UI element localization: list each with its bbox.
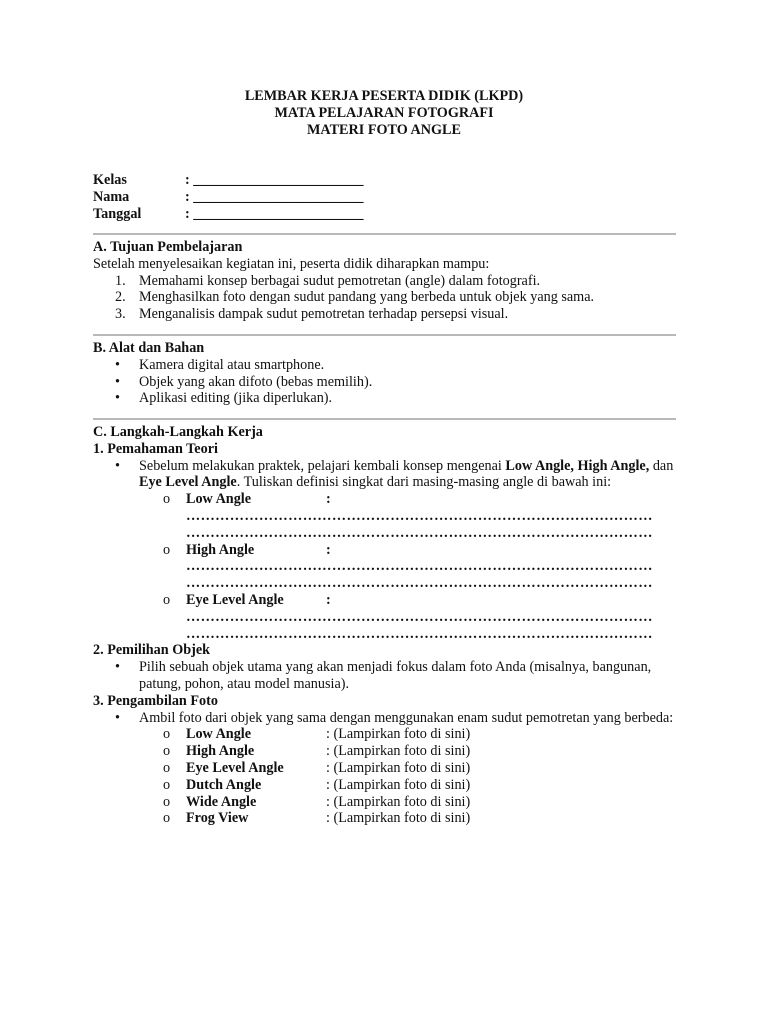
list-text: Menghasilkan foto dengan sudut pandang yang berbeda untuk objek yang sama.	[139, 289, 595, 306]
section-c-heading: C. Langkah-Langkah Kerja	[93, 424, 263, 440]
identity-blank-field[interactable]: : ________________________	[185, 172, 364, 188]
angle-definition-item	[93, 592, 676, 609]
bullet-icon: •	[115, 356, 120, 373]
list-item	[93, 659, 676, 693]
list-item	[93, 273, 676, 290]
photo-placeholder-text: : (Lampirkan foto di sini)	[326, 759, 471, 776]
sub-bullet-icon: o	[163, 793, 171, 810]
step-3-heading: 3. Pengambilan Foto	[93, 692, 218, 709]
angle-label: Frog View	[186, 810, 249, 827]
angle-label: High Angle	[186, 541, 255, 558]
angle-label: Eye Level Angle	[186, 759, 284, 776]
answer-dotted-line[interactable]: ……………………………………………………………………………………	[186, 608, 653, 625]
sub-bullet-icon: o	[163, 810, 171, 827]
angle-label: Low Angle	[186, 491, 252, 508]
step-3-instruction: Ambil foto dari objek yang sama dengan menggunakan enam sudut pemotretan yang berbeda:	[139, 709, 674, 726]
answer-dotted-line[interactable]: ……………………………………………………………………………………	[186, 507, 653, 524]
instruction-text: dan	[649, 457, 674, 474]
sub-bullet-icon: o	[163, 726, 171, 743]
title-line-1: LEMBAR KERJA PESERTA DIDIK (LKPD)	[244, 88, 524, 104]
angle-colon: :	[326, 491, 331, 508]
instruction-bold-text: Eye Level Angle	[139, 474, 237, 491]
document-title	[0, 88, 768, 138]
bullet-icon: •	[115, 709, 120, 726]
angle-definition-item	[93, 542, 676, 559]
list-item	[93, 374, 676, 391]
answer-dotted-line[interactable]: ……………………………………………………………………………………	[186, 575, 653, 592]
instruction-bold-text: Low Angle, High Angle,	[505, 457, 650, 474]
section-a	[93, 239, 676, 323]
angle-label: High Angle	[186, 743, 255, 760]
section-b	[93, 340, 676, 407]
photo-angle-item	[93, 743, 676, 760]
angle-colon: :	[326, 541, 331, 558]
title-line-3: MATERI FOTO ANGLE	[307, 121, 461, 138]
bullet-icon: •	[115, 659, 120, 676]
list-number: 2.	[115, 289, 126, 306]
list-text: Menganalisis dampak sudut pemotretan terhadap persepsi visual.	[139, 306, 509, 323]
identity-row-nama	[93, 189, 364, 206]
step-1-instruction	[139, 458, 676, 492]
photo-placeholder-text: : (Lampirkan foto di sini)	[326, 726, 471, 743]
answer-dotted-line[interactable]: ……………………………………………………………………………………	[186, 625, 653, 642]
sub-bullet-icon: o	[163, 776, 171, 793]
step-2-heading: 2. Pemilihan Objek	[93, 642, 211, 659]
sub-bullet-icon: o	[163, 759, 171, 776]
section-b-heading: B. Alat dan Bahan	[93, 340, 205, 356]
section-divider	[93, 233, 676, 235]
photo-placeholder-text: : (Lampirkan foto di sini)	[326, 810, 471, 827]
bullet-icon: •	[115, 373, 120, 390]
list-text: Aplikasi editing (jika diperlukan).	[139, 390, 333, 407]
angle-label: Low Angle	[186, 726, 252, 743]
identity-row-kelas	[93, 172, 364, 189]
list-item	[93, 289, 676, 306]
angle-label: Wide Angle	[186, 793, 257, 810]
answer-dotted-line[interactable]: ……………………………………………………………………………………	[186, 558, 653, 575]
identity-fields	[93, 172, 364, 222]
angle-definition-item	[93, 491, 676, 508]
title-line-2: MATA PELAJARAN FOTOGRAFI	[274, 104, 494, 121]
list-text: Memahami konsep berbagai sudut pemotretan (angle) dalam fotografi.	[139, 272, 541, 289]
list-item	[93, 306, 676, 323]
photo-angle-item	[93, 777, 676, 794]
section-divider	[93, 334, 676, 336]
identity-row-tanggal	[93, 206, 364, 223]
identity-label: Tanggal	[93, 205, 142, 222]
list-item	[93, 357, 676, 374]
photo-placeholder-text: : (Lampirkan foto di sini)	[326, 743, 471, 760]
section-divider	[93, 418, 676, 420]
section-c	[93, 424, 676, 827]
identity-label: Nama	[93, 188, 130, 205]
list-text: Objek yang akan difoto (bebas memilih).	[139, 373, 373, 390]
photo-placeholder-text: : (Lampirkan foto di sini)	[326, 793, 471, 810]
photo-angle-item	[93, 726, 676, 743]
photo-angle-item	[93, 760, 676, 777]
list-item	[93, 710, 676, 727]
photo-angle-item	[93, 810, 676, 827]
instruction-text: Sebelum melakukan praktek, pelajari kembali konsep mengenai	[139, 457, 506, 474]
list-item	[93, 390, 676, 407]
angle-label: Eye Level Angle	[186, 591, 284, 608]
sub-bullet-icon: o	[163, 743, 171, 760]
instruction-text: . Tuliskan definisi singkat dari masing-masing angle di bawah ini:	[236, 474, 612, 491]
section-a-intro: Setelah menyelesaikan kegiatan ini, peserta didik diharapkan mampu:	[93, 255, 490, 272]
list-text: Kamera digital atau smartphone.	[139, 356, 325, 373]
answer-dotted-line[interactable]: ……………………………………………………………………………………	[186, 524, 653, 541]
identity-blank-field[interactable]: : ________________________	[185, 205, 364, 222]
step-1-heading: 1. Pemahaman Teori	[93, 440, 218, 457]
photo-placeholder-text: : (Lampirkan foto di sini)	[326, 776, 471, 793]
step-2-instruction: Pilih sebuah objek utama yang akan menjadi fokus dalam foto Anda (misalnya, bangunan, patung, pohon, atau model manusia).	[139, 659, 652, 692]
sub-bullet-icon: o	[163, 541, 171, 558]
angle-colon: :	[326, 591, 331, 608]
bullet-icon: •	[115, 390, 120, 407]
identity-blank-field[interactable]: : ________________________	[185, 188, 364, 205]
photo-angle-item	[93, 794, 676, 811]
list-number: 1.	[115, 272, 126, 289]
bullet-icon: •	[115, 457, 120, 474]
sub-bullet-icon: o	[163, 491, 171, 508]
section-a-heading: A. Tujuan Pembelajaran	[93, 239, 243, 255]
list-item	[93, 458, 676, 492]
identity-label: Kelas	[93, 172, 127, 188]
sub-bullet-icon: o	[163, 591, 171, 608]
list-number: 3.	[115, 306, 126, 323]
angle-label: Dutch Angle	[186, 776, 262, 793]
